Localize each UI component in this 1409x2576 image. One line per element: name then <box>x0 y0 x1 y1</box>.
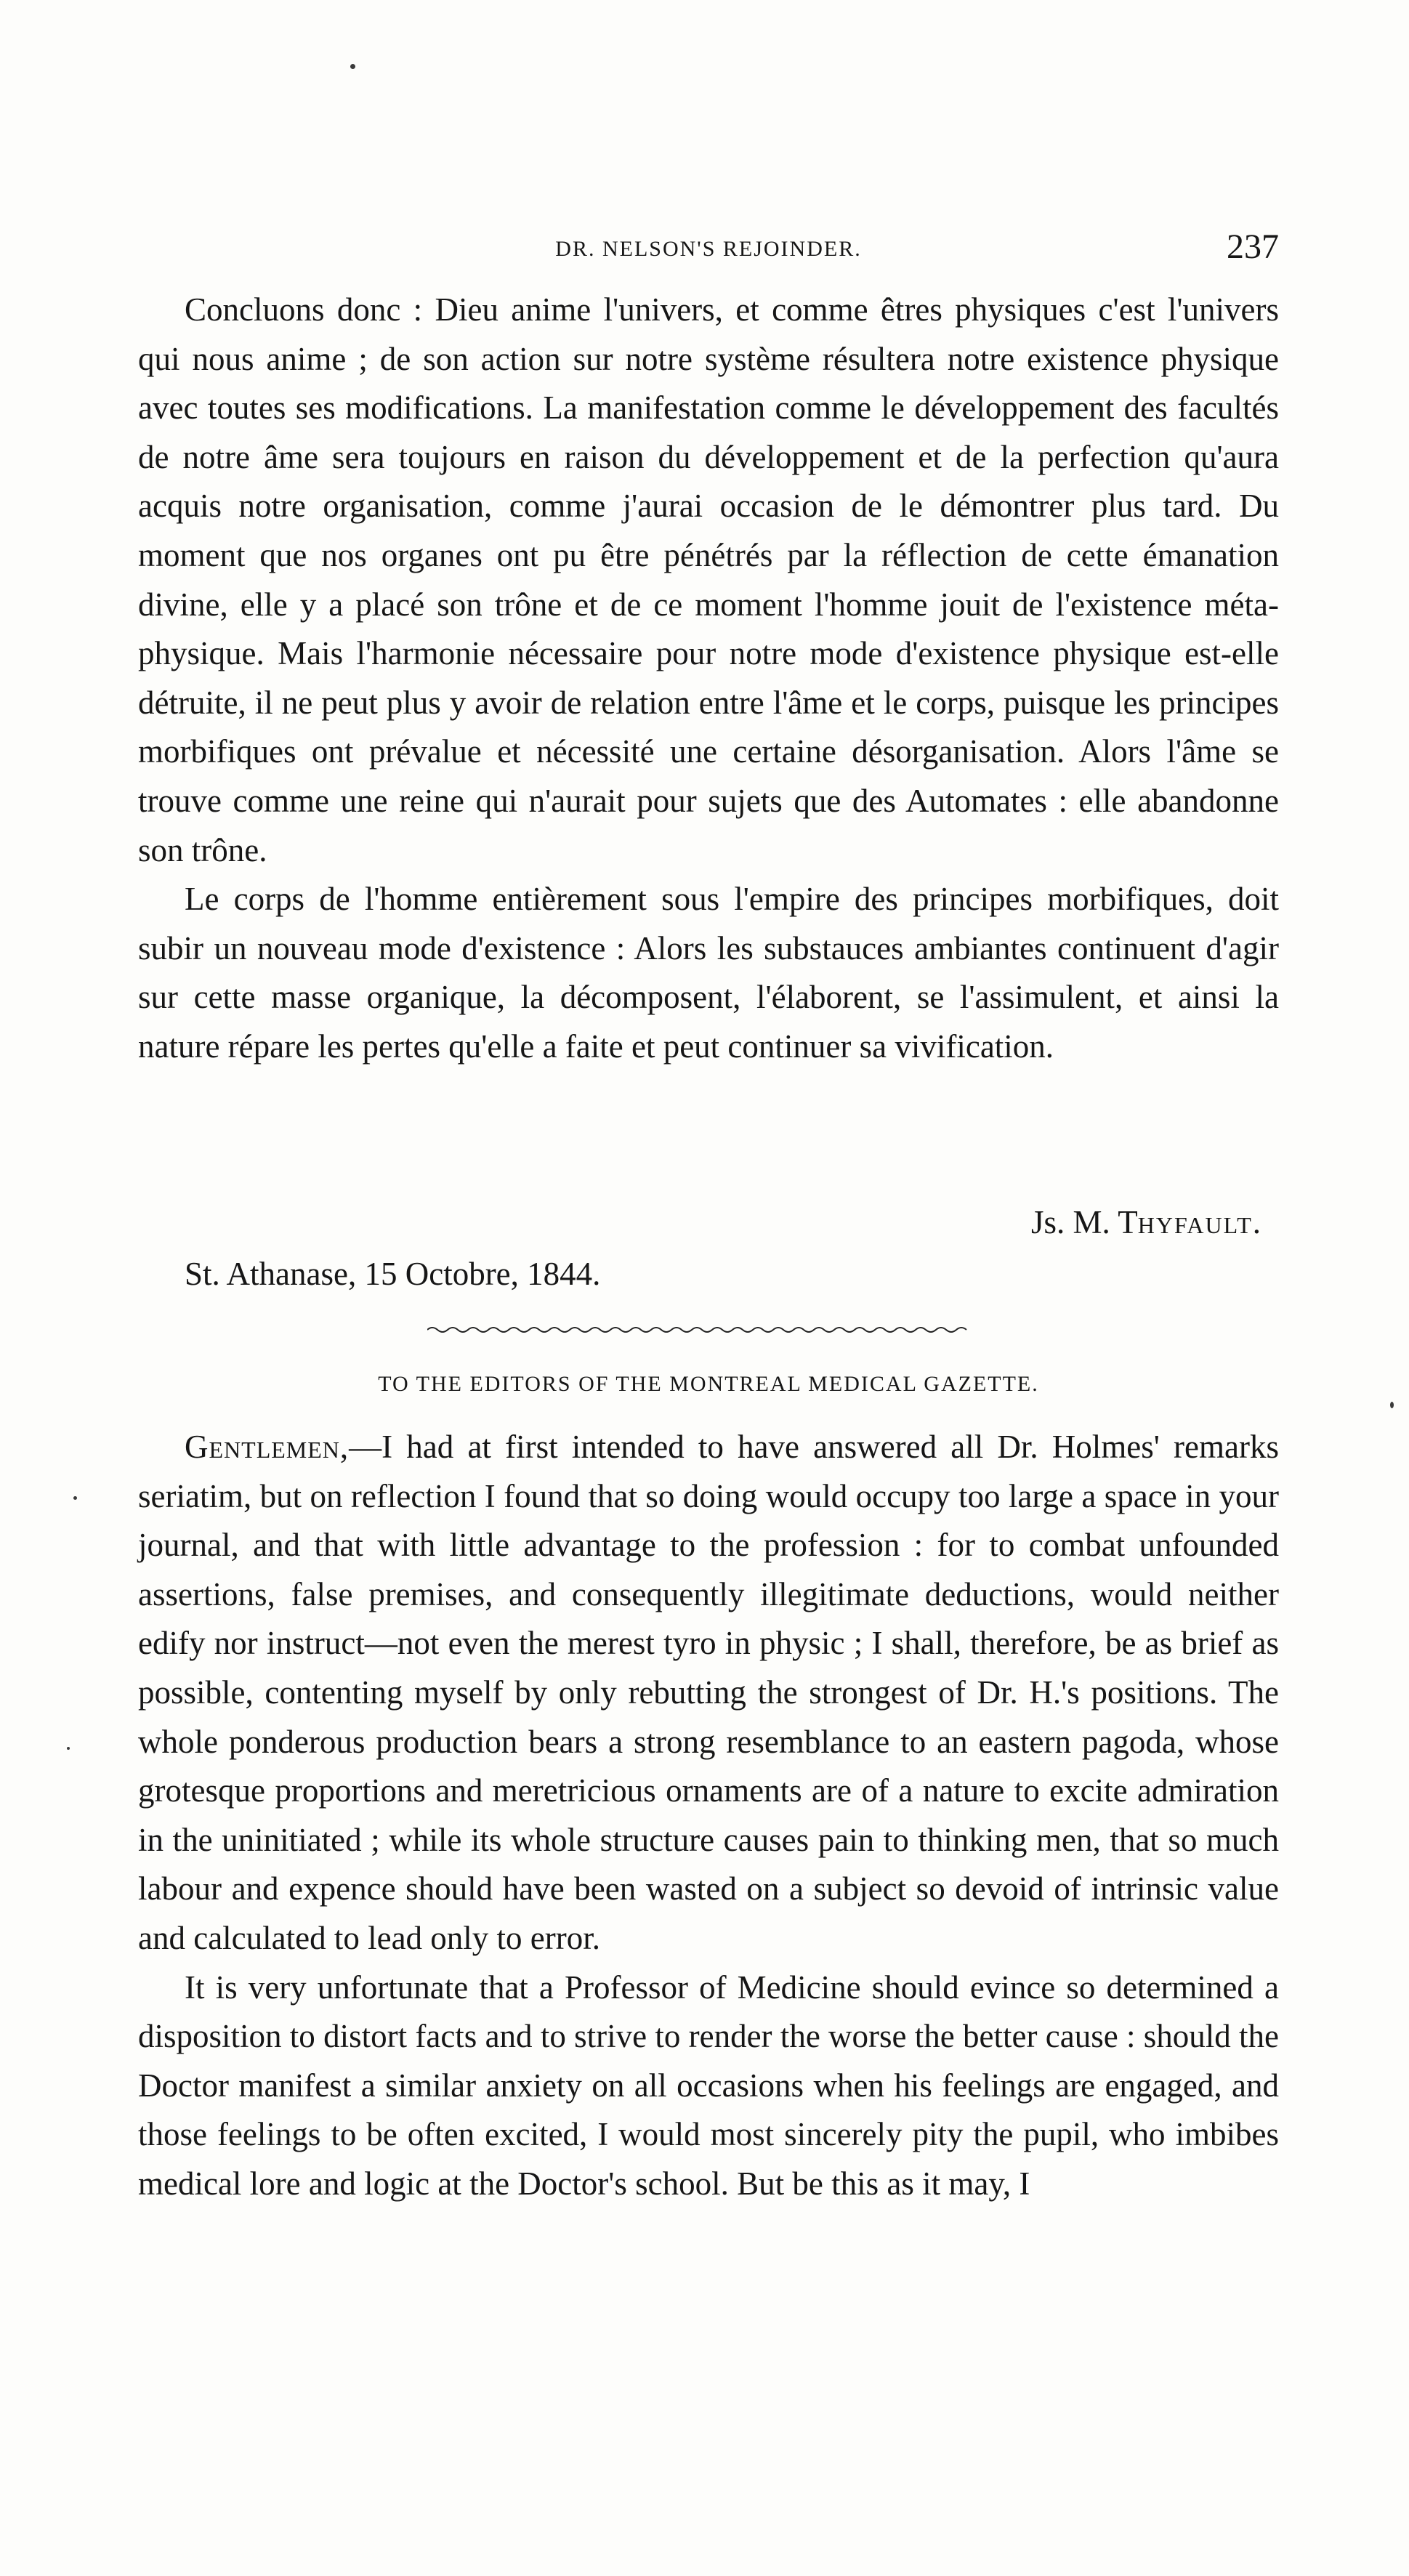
section-heading: TO THE EDITORS OF THE MONTREAL MEDICAL GAZETTE. <box>378 1372 1039 1396</box>
print-speck <box>350 64 355 69</box>
page-header <box>138 227 1279 270</box>
wavy-separator-rule <box>427 1324 968 1336</box>
signature-surname: hyfault. <box>1137 1204 1262 1240</box>
paragraph: Le corps de l'homme entièrement sous l'empire des principes morbifiques, doit subir un nouveau mode d'existence : Alors les substauces ambiantes continuent d'agir sur cette masse organique, la décomposent, l'élaborent, se l'assimulent, et ainsi la nature répare les pertes qu'elle a faite et peut continuer sa vivification. <box>138 881 1279 1065</box>
print-speck <box>73 1496 77 1500</box>
page-number: 237 <box>1227 227 1279 266</box>
salutation: Gentlemen, <box>185 1429 350 1465</box>
dateline: St. Athanase, 15 Octobre, 1844. <box>185 1256 601 1292</box>
paragraph-text: —I had at first intended to have answered all Dr. Holmes' remarks seriatim, but on reflection I found that so doing would occupy too large a space in your journal, and that with little advantage to the profession : for to combat unfounded assertions, false premises, and consequently illegitimate deductions, would neither edify nor instruct—not even the merest tyro in physic ; I shall, therefore, be as brief as possible, contenting myself by only rebutting the strongest of Dr. H.'s positions. The whole ponderous production bears a strong resemblance to an eastern pagoda, whose grotesque proportions and meretricious ornaments are of a nature to excite admiration in the uninitiated ; while its whole structure causes pain to thinking men, that so much labour and expence should have been wasted on a subject so devoid of intrinsic value and calculated to lead only to error. <box>138 1429 1279 1956</box>
print-speck <box>67 1747 70 1750</box>
running-title: DR. NELSON'S REJOINDER. <box>555 237 862 261</box>
paragraph <box>138 1423 1279 1963</box>
paragraph: Concluons donc : Dieu anime l'univers, et comme êtres physiques c'est l'univers qui nous anime ; de son action sur notre système résultera notre existence physique avec toutes ses modifications. La manifestation comme le développement des facultés de notre âme sera toujours en raison du développement et de la perfection qu'aura acquis notre organisation, comme j'aurai occasion de le démontrer plus tard. Du moment que nos organes ont pu être pénétrés par la réflection de cette émanation divine, elle y a placé son trône et de ce moment l'homme jouit de l'existence méta-physique. Mais l'harmonie nécessaire pour notre mode d'existence physique est-elle détruite, il ne peut plus y avoir de relation entre l'âme et le corps, puisque les principes morbifiques ont prévalue et nécessité une certaine désorganisation. Alors l'âme se trouve comme une reine qui n'aurait pour sujets que des Automates : elle abandonne son trône. <box>138 291 1279 868</box>
french-letter-body <box>138 286 1279 1072</box>
signature <box>1031 1203 1262 1241</box>
paragraph: It is very unfortunate that a Professor of Medicine should evince so determined a disposition to distort facts and to strive to render the worse the better cause : should the Doctor manifest a similar anxiety on all occasions when his feelings are engaged, and those feelings to be often excited, I would most sincerely pity the pupil, who imbibes medical lore and logic at the Doctor's school. But be this as it may, I <box>138 1969 1279 2202</box>
signature-name: Js. M. T <box>1031 1204 1138 1240</box>
print-speck <box>1390 1402 1394 1408</box>
english-letter-body <box>138 1423 1279 2209</box>
